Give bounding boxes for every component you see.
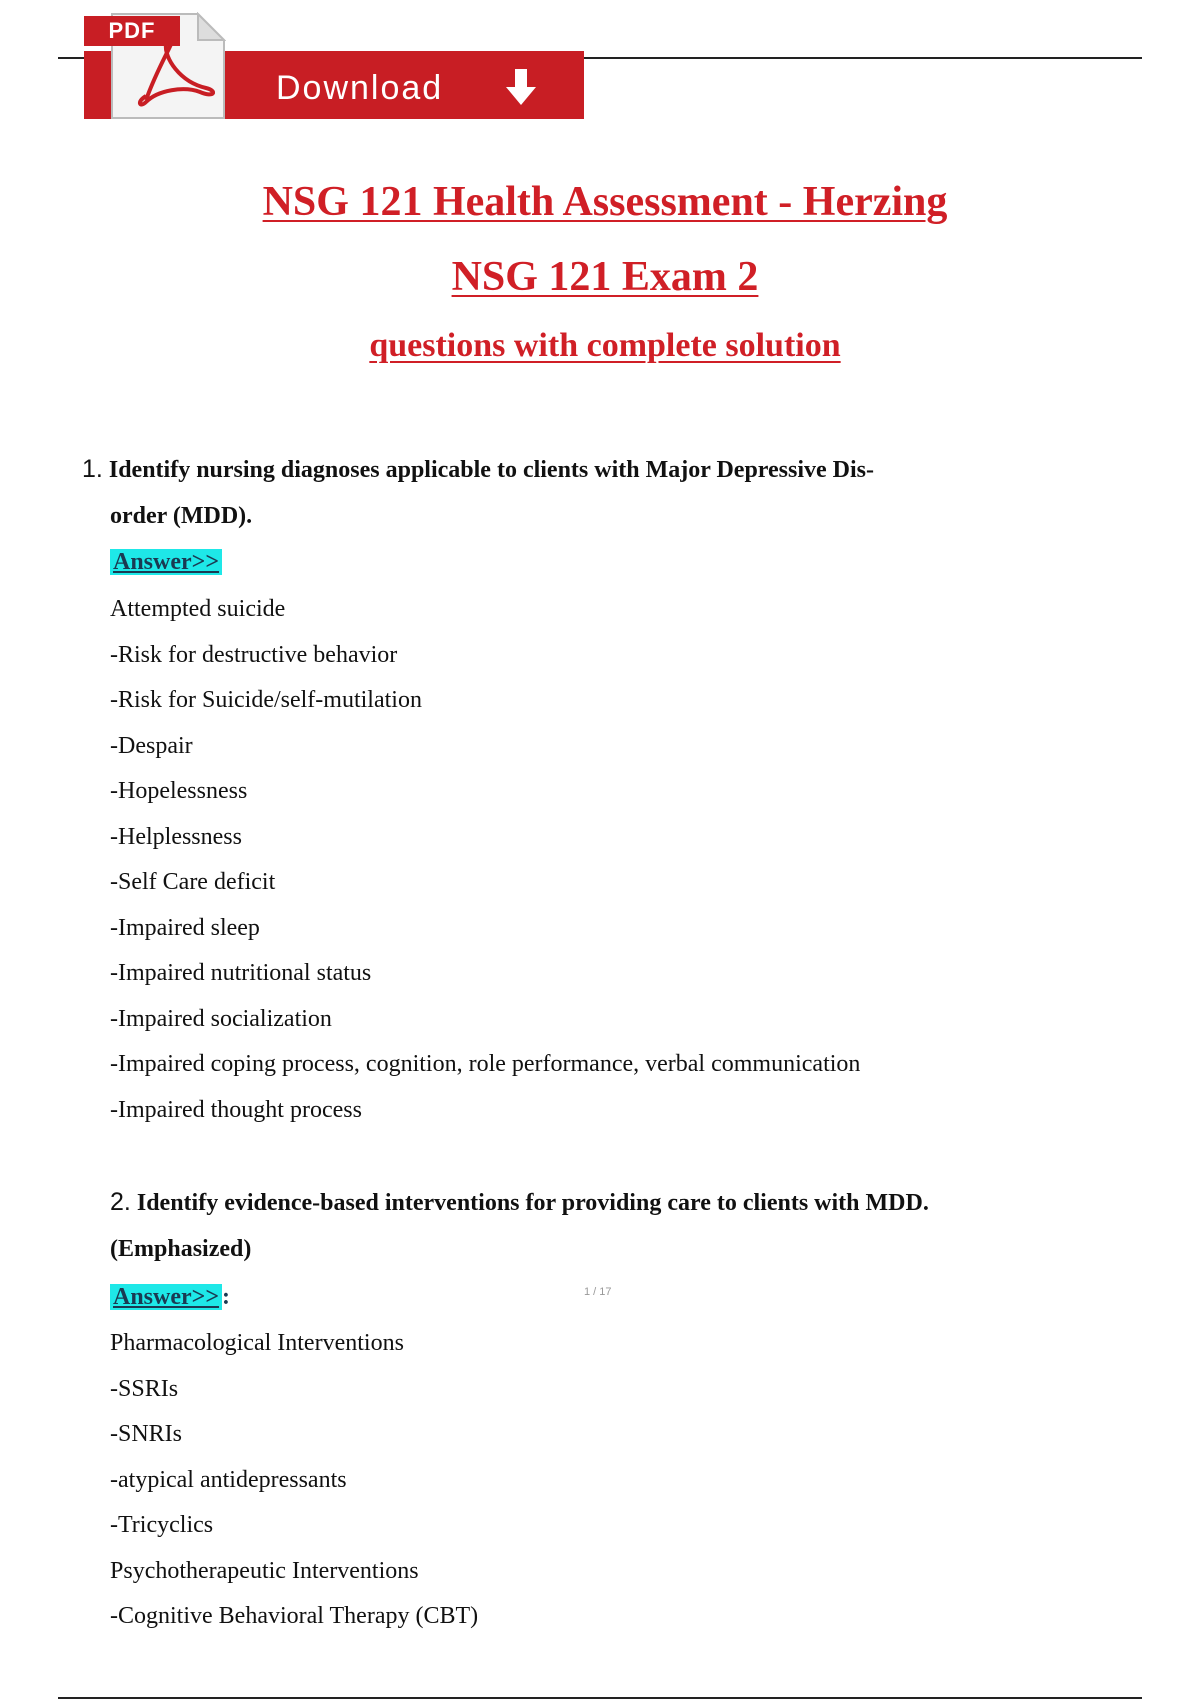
download-arrow-icon xyxy=(504,69,538,107)
list-item: -Despair xyxy=(110,732,193,759)
list-item: -Impaired thought process xyxy=(110,1096,362,1123)
document-subtitle: NSG 121 Exam 2 xyxy=(451,254,759,300)
bottom-rule xyxy=(58,1697,1142,1699)
question-number: 2. xyxy=(110,1188,131,1216)
pdf-download-banner[interactable] xyxy=(84,12,584,120)
question-text-continued: order (MDD). xyxy=(110,503,253,529)
list-item: -Tricyclics xyxy=(110,1512,214,1538)
question-number: 1. xyxy=(82,455,103,483)
list-item: Attempted suicide xyxy=(110,596,286,622)
page-indicator: 1 / 17 xyxy=(584,1286,612,1298)
answer-label xyxy=(110,1281,230,1313)
list-item: -Risk for destructive behavior xyxy=(110,641,398,668)
document-tagline: questions with complete solution xyxy=(369,327,841,364)
list-item: -Impaired coping process, cognition, role performance, verbal communication xyxy=(110,1051,861,1077)
question-text: Identify nursing diagnoses applicable to clients with Major Depressive Dis- xyxy=(108,457,874,483)
list-item: -Cognitive Behavioral Therapy (CBT) xyxy=(110,1603,479,1629)
document-title: NSG 121 Health Assessment - Herzing xyxy=(262,179,948,225)
list-item: -Helplessness xyxy=(110,823,242,850)
answer-label xyxy=(110,546,222,578)
answer-list-2 xyxy=(110,1321,478,1640)
list-item: -Impaired socialization xyxy=(110,1005,332,1032)
list-item: -SSRIs xyxy=(110,1375,179,1402)
list-item: -Impaired sleep xyxy=(110,914,260,941)
list-item: -Risk for Suicide/self-mutilation xyxy=(110,687,422,713)
answer-colon: : xyxy=(222,1284,231,1310)
list-item: -atypical antidepressants xyxy=(110,1466,347,1493)
list-item: Psychotherapeutic Interventions xyxy=(110,1557,419,1584)
question-1 xyxy=(82,446,982,539)
list-item: -Hopelessness xyxy=(110,778,248,804)
answer-list-1 xyxy=(110,587,860,1133)
question-text-continued: (Emphasized) xyxy=(110,1236,252,1262)
question-2 xyxy=(110,1179,1070,1272)
answer-highlight: Answer>> xyxy=(110,1284,222,1310)
download-label: Download xyxy=(276,69,444,107)
answer-highlight: Answer>> xyxy=(110,549,222,575)
list-item: -SNRIs xyxy=(110,1421,183,1447)
list-item: -Impaired nutritional status xyxy=(110,960,372,986)
question-text: Identify evidence-based interventions for providing care to clients with MDD. xyxy=(136,1190,929,1216)
list-item: Pharmacological Interventions xyxy=(110,1330,404,1356)
list-item: -Self Care deficit xyxy=(110,869,276,895)
pdf-tag: PDF xyxy=(84,16,180,46)
